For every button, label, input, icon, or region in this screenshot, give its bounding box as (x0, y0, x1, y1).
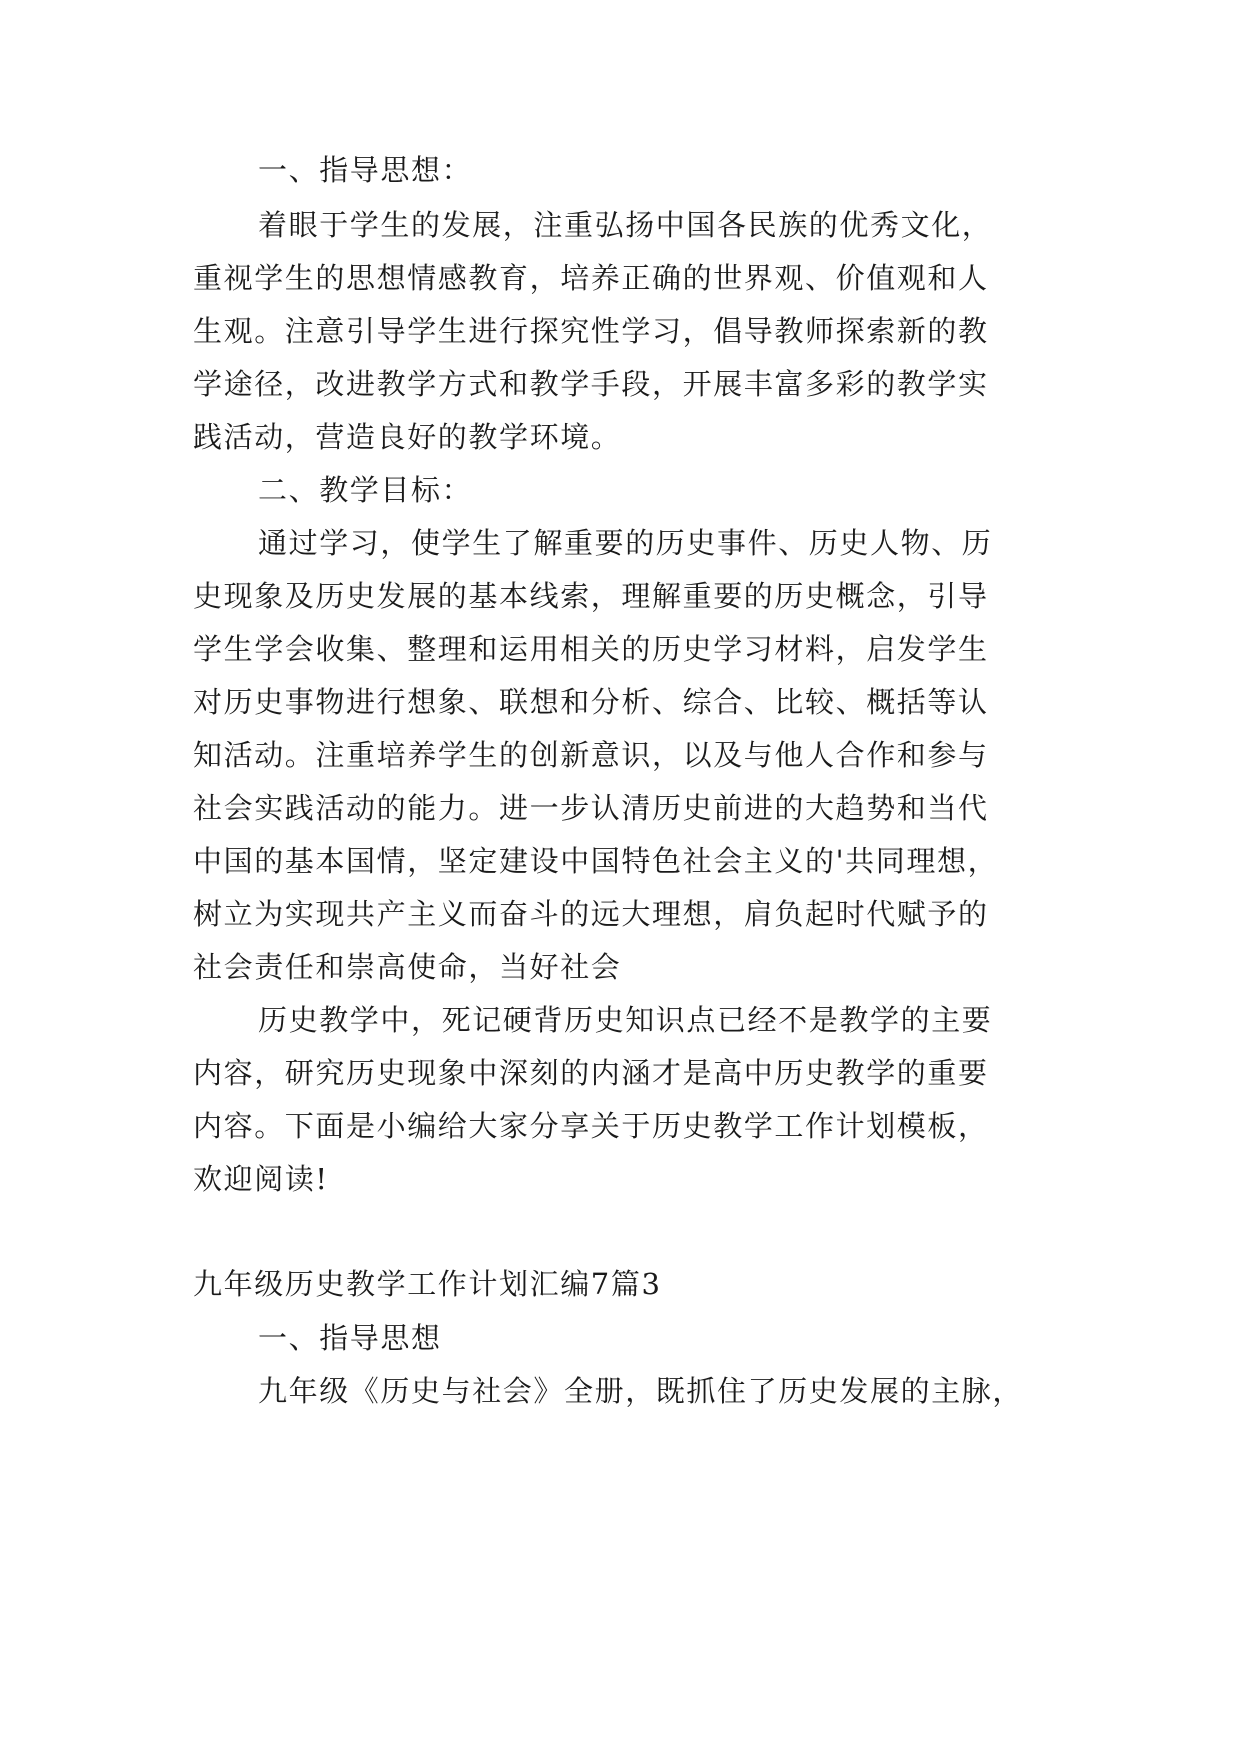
paragraph-line: 通过学习，使学生了解重要的历史事件、历史人物、历 (258, 526, 993, 560)
paragraph-line: 知活动。注重培养学生的创新意识，以及与他人合作和参与 (193, 738, 989, 772)
paragraph-line: 生观。注意引导学生进行探究性学习，倡导教师探索新的教 (193, 314, 989, 348)
paragraph-line: 学途径，改进教学方式和教学手段，开展丰富多彩的教学实 (193, 367, 989, 401)
paragraph-line: 史现象及历史发展的基本线索，理解重要的历史概念，引导 (193, 579, 989, 613)
section-heading-guiding-thought: 一、指导思想： (258, 153, 473, 187)
paragraph-line: 欢迎阅读! (193, 1162, 329, 1196)
paragraph-line: 践活动，营造良好的教学环境。 (193, 420, 622, 454)
paragraph-line: 对历史事物进行想象、联想和分析、综合、比较、概括等认 (193, 685, 989, 719)
paragraph-line: 历史教学中，死记硬背历史知识点已经不是教学的主要 (258, 1003, 993, 1037)
paragraph-line: 内容，研究历史现象中深刻的内涵才是高中历史教学的重要 (193, 1056, 989, 1090)
paragraph-line: 学生学会收集、整理和运用相关的历史学习材料，启发学生 (193, 632, 989, 666)
paragraph-line: 重视学生的思想情感教育，培养正确的世界观、价值观和人 (193, 261, 989, 295)
paragraph-line: 社会责任和崇高使命，当好社会 (193, 950, 622, 984)
paragraph-line: 树立为实现共产主义而奋斗的远大理想，肩负起时代赋予的 (193, 897, 989, 931)
document-title: 九年级历史教学工作计划汇编7篇3 (193, 1267, 662, 1301)
section-heading-teaching-goals: 二、教学目标： (258, 473, 473, 507)
paragraph-line: 着眼于学生的发展，注重弘扬中国各民族的优秀文化， (258, 208, 993, 242)
section-heading-guiding-thought-2: 一、指导思想 (258, 1321, 442, 1355)
paragraph-line: 内容。下面是小编给大家分享关于历史教学工作计划模板， (193, 1109, 989, 1143)
paragraph-line: 中国的基本国情，坚定建设中国特色社会主义的'共同理想， (193, 844, 999, 878)
paragraph-line: 九年级《历史与社会》全册，既抓住了历史发展的主脉， (258, 1374, 1024, 1408)
paragraph-line: 社会实践活动的能力。进一步认清历史前进的大趋势和当代 (193, 791, 989, 825)
